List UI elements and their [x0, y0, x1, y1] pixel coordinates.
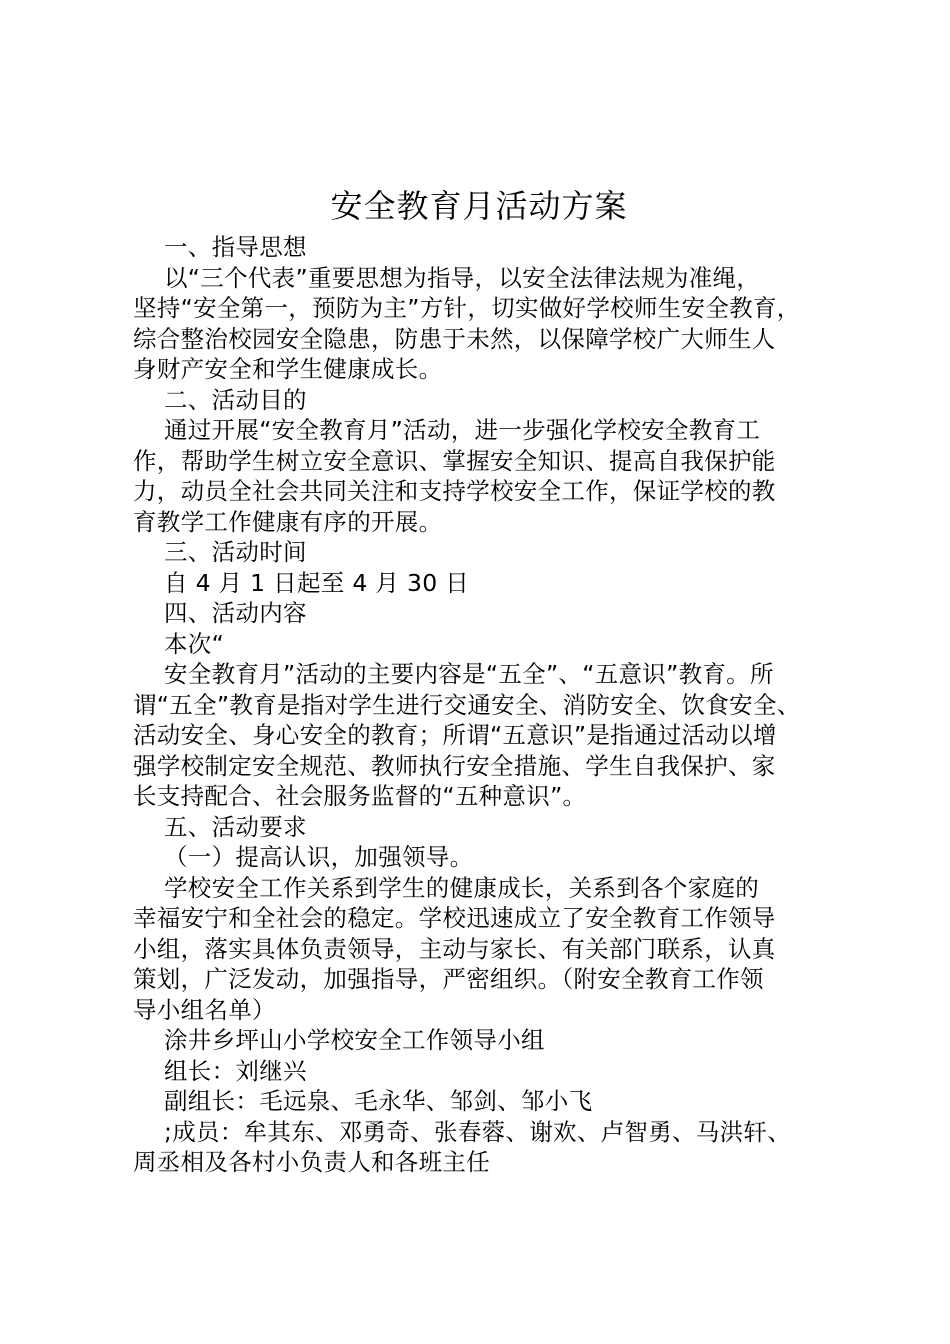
text-line: （一）提高认识，加强领导。 — [164, 843, 474, 871]
text-line: 三、活动时间 — [164, 538, 307, 566]
document-title: 安全教育月活动方案 — [330, 187, 628, 225]
text-line: 四、活动内容 — [164, 599, 307, 627]
document-body — [133, 232, 853, 1178]
text-line: 谓“五全”教育是指对学生进行交通安全、消防安全、饮食安全、 — [133, 690, 801, 719]
text-line: 策划，广泛发动，加强指导，严密组织。（附安全教育工作领 — [133, 965, 764, 993]
text-line: 学校安全工作关系到学生的健康成长，关系到各个家庭的 — [164, 873, 759, 902]
text-line: 安全教育月”活动的主要内容是“五全”、“五意识”教育。所 — [164, 660, 774, 688]
text-line: 二、活动目的 — [164, 385, 307, 414]
text-line: 导小组名单） — [133, 995, 276, 1024]
text-line: 育教学工作健康有序的开展。 — [133, 507, 443, 536]
text-line: 强学校制定安全规范、教师执行安全措施、学生自我保护、家 — [133, 751, 776, 780]
text-line: 力，动员全社会共同关注和支持学校安全工作，保证学校的教 — [133, 477, 776, 505]
text-line: 身财产安全和学生健康成长。 — [133, 355, 443, 383]
text-line: 五、活动要求 — [164, 812, 307, 841]
text-line: 作，帮助学生树立安全意识、掌握安全知识、提高自我保护能 — [133, 446, 776, 475]
text-line: 一、指导思想 — [164, 233, 307, 261]
text-line: 周丞相及各村小负责人和各班主任 — [133, 1148, 490, 1176]
text-line: 涂井乡坪山小学校安全工作领导小组 — [164, 1026, 545, 1054]
text-line: 幸福安宁和全社会的稳定。学校迅速成立了安全教育工作领导 — [133, 904, 776, 932]
text-line: 通过开展“安全教育月”活动，进一步强化学校安全教育工 — [164, 416, 761, 444]
text-line: 活动安全、身心安全的教育；所谓“五意识”是指通过活动以增 — [133, 721, 777, 749]
text-line: 坚持“安全第一，预防为主”方针，切实做好学校师生安全教育， — [133, 294, 801, 322]
text-line: 自 4 月 1 日起至 4 月 30 日 — [164, 568, 470, 597]
text-line: 小组，落实具体负责领导，主动与家长、有关部门联系，认真 — [133, 934, 776, 963]
text-line: 综合整治校园安全隐患，防患于未然，以保障学校广大师生人 — [133, 324, 776, 353]
text-line: 副组长：毛远泉、毛永华、邹剑、邹小飞 — [164, 1087, 593, 1115]
text-line: 组长：刘继兴 — [164, 1056, 307, 1085]
text-line: 本次“ — [164, 629, 225, 658]
text-line: 长支持配合、社会服务监督的“五种意识”。 — [133, 782, 587, 810]
text-line: 以“三个代表”重要思想为指导，以安全法律法规为准绳， — [164, 263, 761, 292]
text-line: ;成员：牟其东、邓勇奇、张春蓉、谢欢、卢智勇、马洪轩、 — [164, 1117, 792, 1146]
